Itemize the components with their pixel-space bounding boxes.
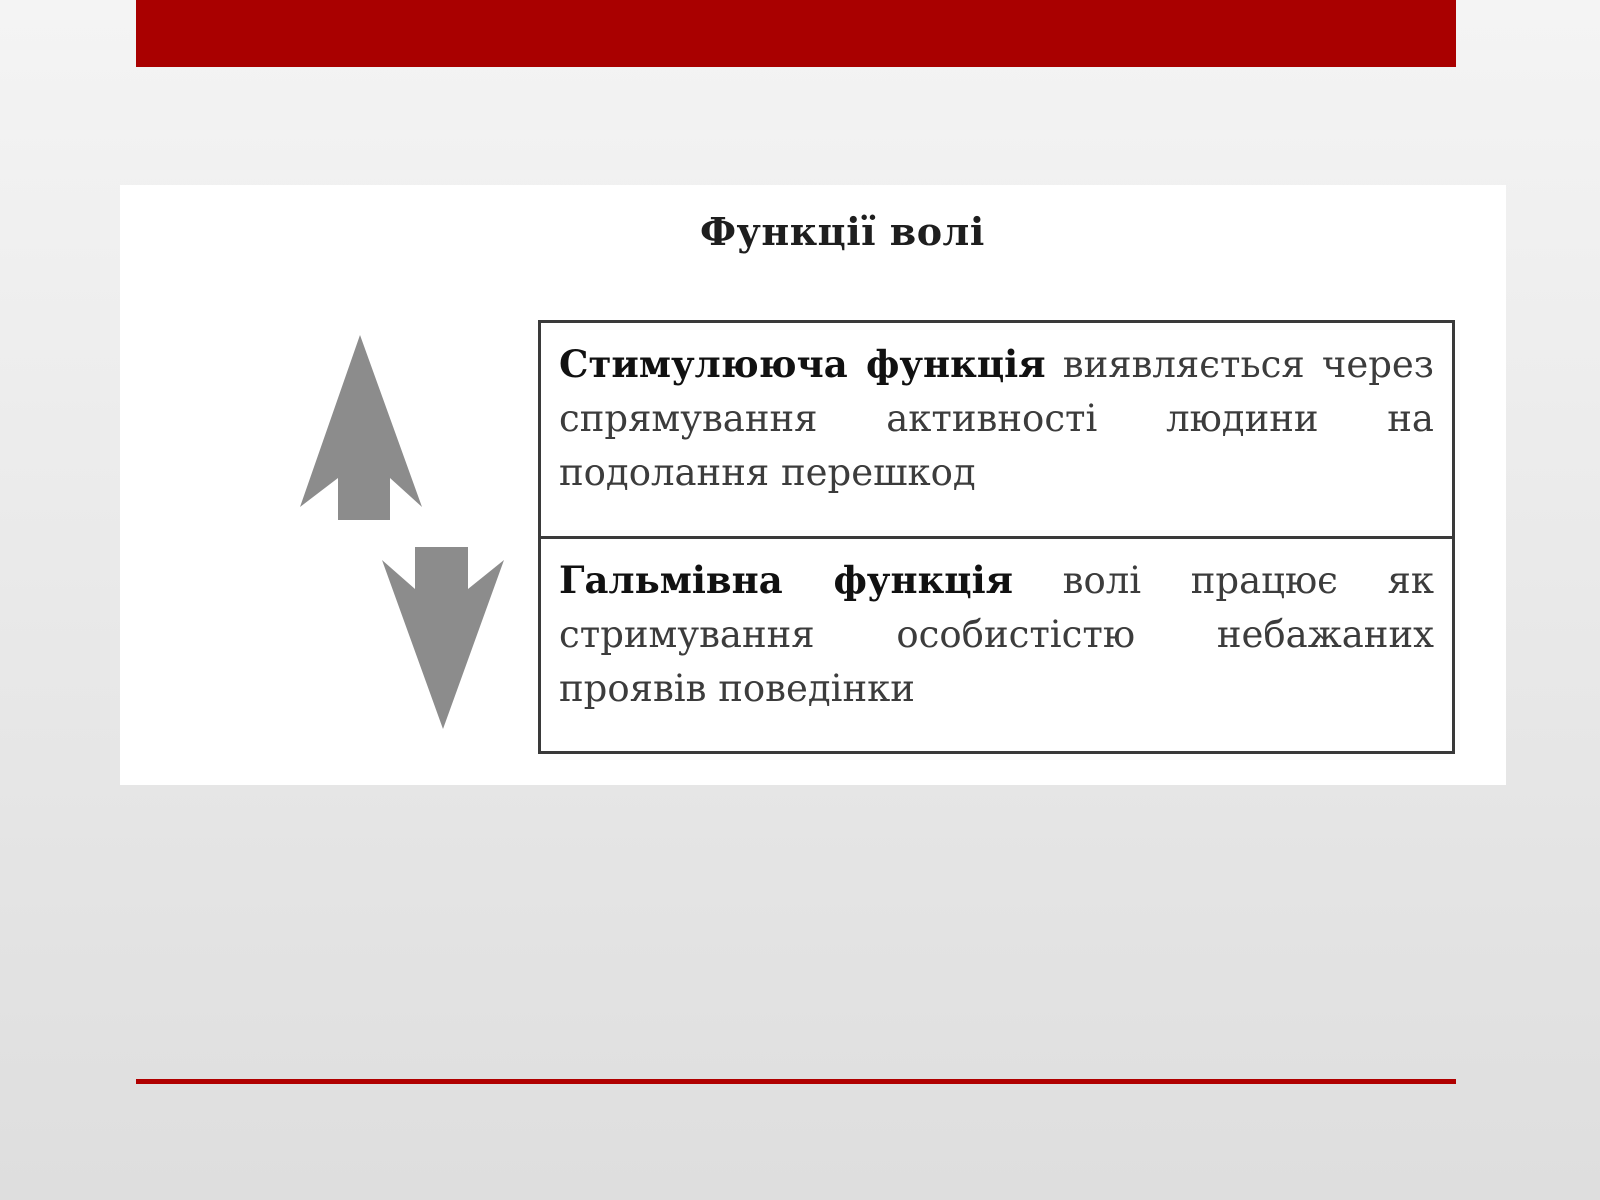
function-block-inhibiting bbox=[541, 539, 1452, 751]
functions-table bbox=[538, 320, 1455, 754]
arrows-graphic bbox=[298, 335, 518, 755]
top-accent-bar bbox=[136, 0, 1456, 67]
function-name-stimulating: Стимулююча функція bbox=[559, 342, 1046, 386]
diagram-title: Функції волі bbox=[700, 209, 985, 254]
diagram-panel bbox=[120, 185, 1506, 785]
function-description-stimulating: виявляється через спрямування активності людини на подолання перешкод bbox=[559, 343, 1434, 494]
function-description-inhibiting: волі працює як стримування особистістю небажаних проявів поведінки bbox=[559, 559, 1434, 710]
arrow-up-icon bbox=[300, 335, 422, 520]
function-block-stimulating bbox=[541, 323, 1452, 539]
arrow-down-icon bbox=[382, 547, 504, 729]
function-name-inhibiting: Гальмівна функція bbox=[559, 558, 1014, 602]
diagram-title-wrap bbox=[120, 209, 1506, 259]
bottom-accent-line bbox=[136, 1079, 1456, 1084]
